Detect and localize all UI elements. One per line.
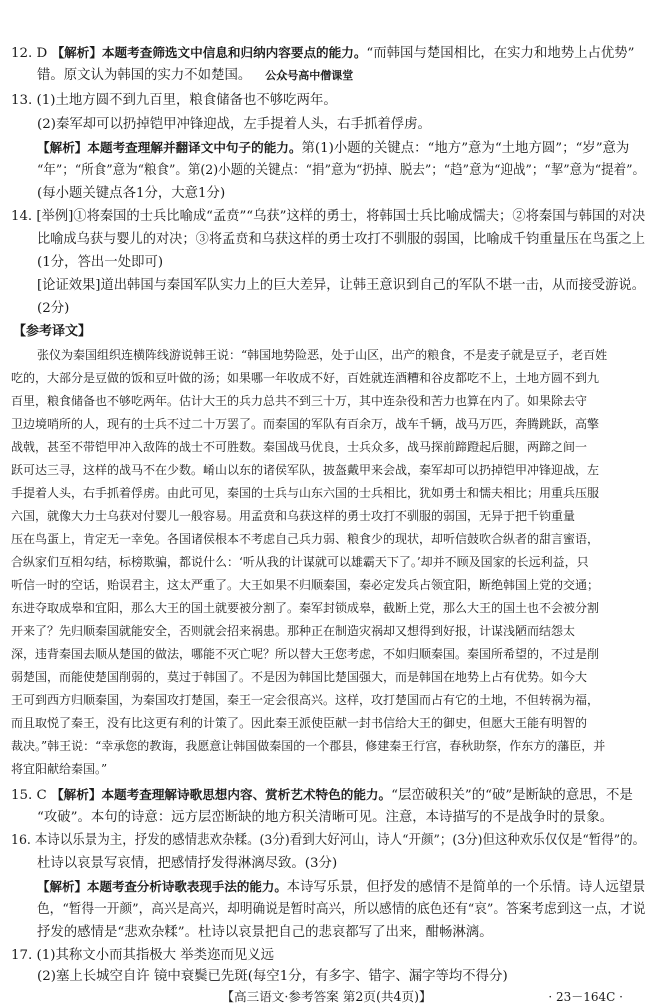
translation-line: 将宜阳献给秦国。” bbox=[11, 762, 108, 776]
page-footer bbox=[0, 986, 653, 1008]
translation-line: 王可到西方归顺秦国，为秦国攻打楚国，秦王一定会很高兴。这样，攻打楚国而占有它的土地，不但转祸为福， bbox=[11, 693, 600, 707]
translation-line: 跃可达三寻，这样的战马不在少数。崤山以东的诸侯军队，披盔戴甲来会战，秦军却可以扔掉铠甲冲锋迎战，左 bbox=[11, 463, 600, 477]
q17-line-2: (2)塞上长城空自许 镜中衰鬓已先斑(每空1分，有多字、错字、漏字等均不得分) bbox=[37, 966, 508, 988]
q16-analysis-line-2: 色，“暂得一开颜”，高兴是高兴，却明确说是暂时高兴，所以感情的底色还有“哀”。答案考虑到这一点，才说 bbox=[37, 902, 646, 917]
translation-line: 战戟，甚至不带铠甲冲入敌阵的战士不可胜数。秦国战马优良，士兵众多，战马探前蹄蹬起后腿，两蹄之间一 bbox=[11, 440, 588, 454]
translation-line: 六国，就像大力士乌获对付婴儿一般容易。用孟贲和乌获这样的勇士攻打不驯服的弱国，无异于把千钧重量 bbox=[11, 509, 576, 523]
q16-line-2: 杜诗以哀景写哀情，把感情抒发得淋漓尽致。(3分) bbox=[37, 856, 338, 871]
translation-line: 听信一时的空话，贻误君主，这太严重了。大王如果不归顺秦国，秦必定发兵占领宜阳，断绝韩国上党的交通； bbox=[11, 578, 600, 592]
q14-line-1: 14. [举例]①将秦国的士兵比喻成“孟贲”“乌获”这样的勇士，将韩国士兵比喻成懦夫；②将秦国与韩国的对决 bbox=[11, 209, 646, 224]
q13-analysis-line-2: “年”；“所食”意为“粮食”。第(2)小题的关键点：“捐”意为“扔掉、脱去”；“趋”意为“迎战”；“挈”意为“提着”。 bbox=[37, 163, 646, 178]
footer-code: · 23－164C · bbox=[548, 990, 623, 1004]
q16-analysis-line-1: 【解析】本题考查分析诗歌表现手法的能力。本诗写乐景，但抒发的感情不是简单的一个乐情。诗人远望景 bbox=[37, 879, 646, 895]
translation-line: 弱楚国，而能使楚国削弱的，莫过于韩国了。不是因为韩国比楚国强大，而是韩国在地势上占有优势。如今大 bbox=[11, 670, 588, 684]
q15-line-1: 15. C 【解析】本题考查理解诗歌思想内容、赏析艺术特色的能力。“层峦破积关”的“破”是断缺的意思，不是 bbox=[11, 787, 633, 803]
q14-line-4: [论证效果]道出韩国与秦国军队实力上的巨大差异，让韩王意识到自己的军队不堪一击，从而接受游说。 bbox=[37, 278, 646, 293]
analysis-tag: 【解析】 bbox=[51, 45, 102, 60]
q13-analysis-line-3: (每小题关键点各1分，大意1分) bbox=[37, 186, 226, 201]
q12-number: 12. D bbox=[11, 46, 48, 61]
translation-line: 而且取悦了秦王，没有比这更有利的计策了。因此秦王派使臣献一封书信给大王的御史，但愿大王能有明智的 bbox=[11, 716, 588, 730]
q15-number: 15. C bbox=[11, 788, 47, 803]
translation-line: 张仪为秦国组织连横阵线游说韩王说：“韩国地势险恶，处于山区，出产的粮食，不是麦子就是豆子，老百姓 bbox=[37, 348, 608, 362]
q15-skill: 本题考查理解诗歌思想内容、赏析艺术特色的能力。 bbox=[101, 787, 392, 802]
q16-analysis-line-3: 抒发的感情是“悲欢杂糅”。杜诗以哀景把自己的悲哀都写了出来，酣畅淋漓。 bbox=[37, 925, 493, 940]
footer-title: 【高三语文·参考答案 第2页(共4页)】 bbox=[221, 989, 432, 1004]
translation-line: 合纵家们互相勾结，标榜欺骗，都说什么：‘听从我的计谋就可以雄霸天下了。’却并不顾及国家的长远利益，只 bbox=[11, 555, 589, 569]
translation-line: 东进夺取成皋和宜阳，那么大王的国土就要被分割了。秦军封锁成皋，截断上党，那么大王的国土也不会被分割 bbox=[11, 601, 600, 615]
q14-line-2: 比喻成乌获与婴儿的对决；③将孟贲和乌获这样的勇士攻打不驯服的弱国，比喻成千钧重量压在鸟蛋之上 bbox=[37, 232, 645, 247]
translation-line: 百里，粮食储备也不够吃两年。估计大王的兵力总共不到三十万，其中连杂役和苦力也算在内了。如果除去守 bbox=[11, 394, 588, 408]
q13-line-2: (2)秦军却可以扔掉铠甲冲锋迎战，左手提着人头，右手抓着俘虏。 bbox=[37, 117, 431, 132]
translation-line: 深，违背秦国去顺从楚国的做法，哪能不灭亡呢？所以替大王您考虑，不如归顺秦国。秦国所希望的，不过是削 bbox=[11, 647, 600, 661]
q17-line-1: 17. (1)其称文小而其指极大 举类迩而见义远 bbox=[11, 948, 275, 963]
translation-line: 压在鸟蛋上，肯定无一幸免。各国诸侯根本不考虑自己兵力弱、粮食少的现状，却听信鼓吹合纵者的甜言蜜语， bbox=[11, 532, 600, 546]
q13-line-1: 13. (1)土地方圆不到九百里，粮食储备也不够吃两年。 bbox=[11, 93, 337, 108]
translation-line: 开来了？先归顺秦国就能安全，否则就会招来祸患。那种正在制造灾祸却又想得到好报，计谋浅陋而结怨太 bbox=[11, 624, 576, 638]
analysis-tag: 【解析】 bbox=[37, 879, 87, 894]
q15-line-2: “攻破”。本句的诗意：远方层峦断缺的地方积关清晰可见。注意，本诗描写的不是战争时的景象。 bbox=[37, 810, 614, 825]
q12-line-1 bbox=[11, 42, 635, 65]
translation-line: 裁决。”韩王说：“幸承您的教诲，我愿意让韩国做秦国的一个郡县，修建秦王行宫，春秋助祭，作东方的藩臣，并 bbox=[11, 739, 606, 753]
q14-line-5: (2分) bbox=[37, 301, 70, 316]
translation-line: 吃的，大部分是豆做的饭和豆叶做的汤；如果哪一年收成不好，百姓就连酒糟和谷皮都吃不上，土地方圆不到九 bbox=[11, 371, 600, 385]
q16-skill: 本题考查分析诗歌表现手法的能力。 bbox=[86, 879, 287, 894]
translation-line: 手提着人头，右手抓着俘虏。由此可见，秦国的士兵与山东六国的士兵相比，犹如勇士和懦夫相比；用重兵压服 bbox=[11, 486, 600, 500]
q12-line-2: 错。原文认为韩国的实力不如楚国。 公众号高中僧课堂 bbox=[37, 68, 354, 83]
q16-line-1: 16. 本诗以乐景为主，抒发的感情悲欢杂糅。(3分)看到大好河山，诗人“开颜”；(3分)但这种欢乐仅仅是“暂得”的。 bbox=[11, 833, 646, 848]
q12-skill: 本题考查筛选文中信息和归纳内容要点的能力。 bbox=[101, 45, 367, 60]
translation-line: 卫边境哨所的人，现有的士兵不过二十万罢了。而秦国的军队有百余万，战车千辆，战马万匹，奔腾跳跃，高擎 bbox=[11, 417, 600, 431]
q14-line-3: (1分，答出一处即可) bbox=[37, 255, 164, 270]
q13-analysis-line-1: 【解析】本题考查理解并翻译文中句子的能力。第(1)小题的关键点：“地方”意为“土地方圆”；“岁”意为 bbox=[37, 140, 630, 156]
analysis-tag: 【解析】 bbox=[51, 787, 102, 802]
translation-heading: 【参考译文】 bbox=[13, 324, 92, 339]
analysis-tag: 【解析】 bbox=[37, 140, 88, 155]
q12-text: “而韩国与楚国相比，在实力和地势上占优势” bbox=[366, 46, 635, 61]
q13-skill: 本题考查理解并翻译文中句子的能力。 bbox=[87, 140, 302, 155]
watermark: 公众号高中僧课堂 bbox=[265, 69, 354, 82]
